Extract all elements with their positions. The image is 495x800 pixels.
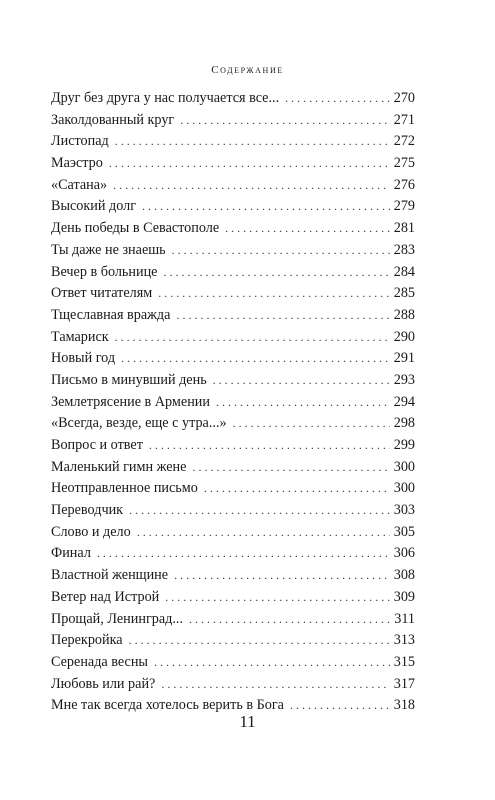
toc-entry <box>51 283 415 305</box>
page-number: 11 <box>239 712 256 731</box>
toc-entry-title: Ты даже не знаешь <box>51 241 166 258</box>
toc-entry-title: Новый год <box>51 350 116 367</box>
toc-entry-page-number: 290 <box>393 328 415 345</box>
toc-entry-page-number: 291 <box>393 350 415 367</box>
dot-leader <box>180 110 389 132</box>
dot-leader <box>165 587 389 609</box>
dot-leader <box>142 196 390 218</box>
toc-entry <box>51 240 415 262</box>
dot-leader <box>204 478 390 500</box>
toc-entry-page-number: 283 <box>393 241 415 258</box>
toc-entry-page-number: 294 <box>393 393 415 410</box>
toc-entry-title: Слово и дело <box>51 523 131 540</box>
dot-leader <box>192 457 389 479</box>
toc-entry-page-number: 272 <box>393 133 415 150</box>
toc-entry-title: Маэстро <box>51 155 103 172</box>
toc-entry-page-number: 288 <box>393 306 415 323</box>
dot-leader <box>163 262 389 284</box>
table-of-contents <box>51 88 415 717</box>
toc-entry-page-number: 276 <box>393 176 415 193</box>
dot-leader <box>154 652 390 674</box>
toc-entry <box>51 370 415 392</box>
toc-entry <box>51 565 415 587</box>
dot-leader <box>225 218 390 240</box>
dot-leader <box>176 305 389 327</box>
toc-entry-title: Мне так всегда хотелось верить в Бога <box>51 697 284 714</box>
toc-entry-title: Переводчик <box>51 502 124 519</box>
toc-entry <box>51 674 415 696</box>
dot-leader <box>137 522 390 544</box>
toc-entry <box>51 457 415 479</box>
toc-entry-title: Тщеславная вражда <box>51 306 171 323</box>
toc-entry-title: Ветер над Истрой <box>51 588 160 605</box>
dot-leader <box>115 131 390 153</box>
toc-entry-page-number: 303 <box>393 502 415 519</box>
dot-leader <box>285 88 390 110</box>
toc-entry <box>51 110 415 132</box>
toc-entry <box>51 392 415 414</box>
toc-entry-page-number: 317 <box>393 675 415 692</box>
dot-leader <box>161 674 389 696</box>
toc-entry-page-number: 299 <box>393 437 415 453</box>
toc-entry-page-number: 281 <box>393 220 415 237</box>
toc-entry <box>51 522 415 544</box>
toc-entry-title: Маленький гимн жене <box>51 458 187 475</box>
toc-entry-title: «Сатана» <box>51 176 108 193</box>
toc-entry-page-number: 318 <box>393 697 415 714</box>
toc-entry-page-number: 271 <box>393 111 415 128</box>
dot-leader <box>213 370 390 392</box>
dot-leader <box>172 240 390 262</box>
toc-entry-title: Любовь или рай? <box>51 675 156 692</box>
toc-entry <box>51 435 415 457</box>
toc-entry-title: Финал <box>51 545 91 562</box>
toc-entry-page-number: 284 <box>393 263 415 280</box>
toc-entry <box>51 175 415 197</box>
dot-leader <box>149 435 390 457</box>
toc-entry <box>51 305 415 327</box>
toc-entry-page-number: 300 <box>393 458 415 475</box>
toc-entry-title: Перекройка <box>51 632 123 649</box>
toc-entry-page-number: 305 <box>393 523 415 540</box>
dot-leader <box>109 153 390 175</box>
toc-entry-page-number: 315 <box>393 653 415 670</box>
running-head: Содержание <box>211 64 284 76</box>
toc-entry <box>51 413 415 435</box>
toc-entry-title: Серенада весны <box>51 653 148 670</box>
toc-entry-title: Прощай, Ленинград... <box>51 610 184 627</box>
toc-entry <box>51 262 415 284</box>
toc-entry-title: Вопрос и ответ <box>51 437 143 453</box>
toc-entry-title: День победы в Севастополе <box>51 220 220 237</box>
toc-entry-page-number: 311 <box>394 610 415 627</box>
toc-entry-title: Ответ читателям <box>51 285 153 302</box>
toc-entry-page-number: 298 <box>393 415 415 432</box>
toc-entry <box>51 196 415 218</box>
toc-entry <box>51 500 415 522</box>
dot-leader <box>113 175 390 197</box>
dot-leader <box>129 630 390 652</box>
toc-entry <box>51 478 415 500</box>
toc-entry-page-number: 270 <box>393 90 415 106</box>
toc-entry-title: Землетрясение в Армении <box>51 393 210 410</box>
toc-entry-page-number: 285 <box>393 285 415 302</box>
toc-entry-title: Друг без друга у нас получается все... <box>51 90 280 106</box>
toc-entry <box>51 543 415 565</box>
toc-entry <box>51 327 415 349</box>
dot-leader <box>233 413 390 435</box>
toc-entry-page-number: 279 <box>393 198 415 215</box>
toc-entry-title: «Всегда, везде, еще с утра...» <box>51 415 227 432</box>
toc-entry <box>51 587 415 609</box>
dot-leader <box>129 500 390 522</box>
toc-entry <box>51 630 415 652</box>
dot-leader <box>174 565 390 587</box>
toc-entry-title: Властной женщине <box>51 567 169 584</box>
toc-entry-page-number: 308 <box>393 567 415 584</box>
toc-entry-title: Письмо в минувший день <box>51 371 207 388</box>
toc-entry-page-number: 306 <box>393 545 415 562</box>
toc-entry <box>51 153 415 175</box>
toc-entry-title: Неотправленное письмо <box>51 480 198 497</box>
toc-entry-page-number: 309 <box>393 588 415 605</box>
dot-leader <box>158 283 390 305</box>
toc-entry-title: Высокий долг <box>51 198 137 215</box>
toc-entry <box>51 218 415 240</box>
toc-entry-page-number: 300 <box>393 480 415 497</box>
toc-entry <box>51 348 415 370</box>
toc-entry-title: Тамариск <box>51 328 109 345</box>
dot-leader <box>121 348 390 370</box>
dot-leader <box>189 609 390 631</box>
toc-entry-page-number: 275 <box>393 155 415 172</box>
toc-entry <box>51 652 415 674</box>
dot-leader <box>115 327 390 349</box>
dot-leader <box>216 392 390 414</box>
toc-entry-title: Заколдованный круг <box>51 111 175 128</box>
dot-leader <box>97 543 390 565</box>
toc-entry-title: Листопад <box>51 133 109 150</box>
toc-entry-title: Вечер в больнице <box>51 263 158 280</box>
toc-entry <box>51 88 415 110</box>
toc-entry-page-number: 293 <box>393 371 415 388</box>
toc-entry-page-number: 313 <box>393 632 415 649</box>
toc-entry <box>51 131 415 153</box>
toc-entry <box>51 609 415 631</box>
